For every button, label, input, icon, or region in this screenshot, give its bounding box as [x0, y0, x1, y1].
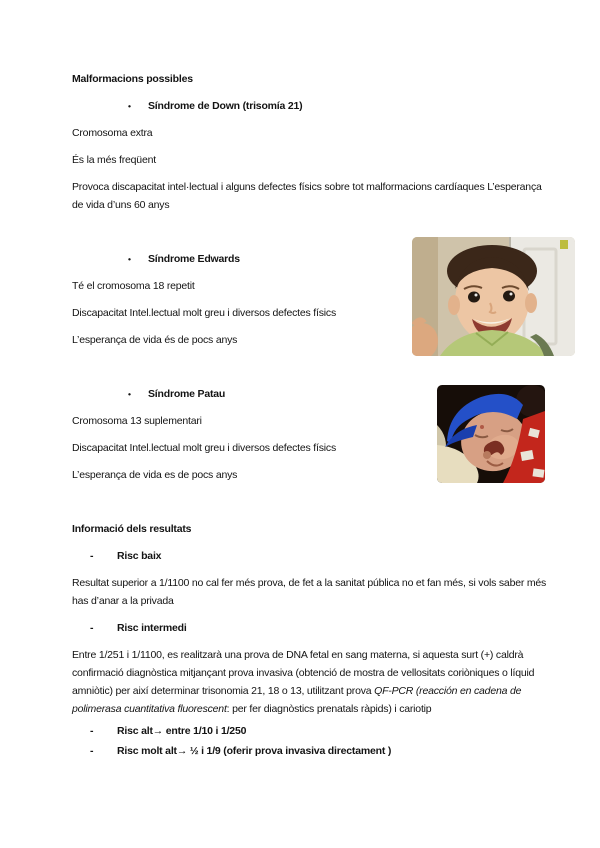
patau-baby-photo: [437, 385, 545, 483]
dash-label-risc-baix: Risc baix: [117, 550, 162, 562]
bullet-label-down: Síndrome de Down (trisomía 21): [148, 100, 303, 112]
paragraph-esperanca-edwards: L’esperança de vida és de pocs anys: [72, 334, 238, 346]
edwards-child-photo: [412, 237, 575, 356]
paragraph-discapacitat-edwards: Discapacitat Intel.lectual molt greu i diversos defectes físics: [72, 307, 337, 319]
paragraph-provoca: Provoca discapacitat intel·lectual i alguns defectes físics sobre tot malformacions cardíaques L’esperança de vida d’uns 60 anys: [72, 181, 542, 211]
paragraph-risc-baix-text: Resultat superior a 1/1100 no cal fer més prova, de fet a la sanitat pública no et fan més, si vols saber més has d’anar a la privada: [72, 577, 547, 607]
bullet-item-down: [72, 97, 548, 115]
dash-item-risc-baix: [72, 547, 548, 565]
patau-photo-illustration: [437, 385, 545, 483]
bullet-icon: •: [128, 254, 131, 264]
dash-icon: -: [90, 745, 94, 757]
paragraph-cromosoma-extra: Cromosoma extra: [72, 127, 153, 139]
heading-malformacions: Malformacions possibles: [72, 73, 193, 85]
dash-icon: -: [90, 622, 94, 634]
paragraph-mes-frequent: És la més freqüent: [72, 154, 156, 166]
bullet-label-patau: Síndrome Patau: [148, 388, 226, 400]
intermedi-text-post: : per fer diagnòstics prenatals ràpids) i cariotip: [226, 703, 432, 715]
paragraph-cromosoma-18: Té el cromosoma 18 repetit: [72, 280, 195, 292]
bullet-icon: •: [128, 389, 131, 399]
intermedi-text-italic: QF-PCR (reacción en cadena de polimerasa cuantitativa fluorescent: [72, 685, 522, 715]
dash-item-risc-alt: [72, 722, 548, 740]
paragraph-risc-intermedi-text: [72, 646, 548, 718]
dash-item-risc-intermedi: [72, 619, 548, 637]
paragraph-cromosoma-13: Cromosoma 13 suplementari: [72, 415, 202, 427]
bullet-icon: •: [128, 101, 131, 111]
heading-informacio-resultats: Informació dels resultats: [72, 523, 192, 535]
intermedi-text-pre: Entre 1/251 i 1/1100, es realitzarà una prova de DNA fetal en sang materna, si aquesta surt (+) caldrà confirmació diagnòstica mitjançant prova invasiva (obtenció de mostra de vellositats coriòniques o líquid amniòtic) per així determinar trisonomia 21, 18 o 13, utilitzant prova: [72, 649, 535, 697]
dash-label-risc-molt-alt: Risc molt alt→ ½ i 1/9 (oferir prova invasiva directament ): [117, 745, 392, 757]
dash-icon: -: [90, 550, 94, 562]
bullet-label-edwards: Síndrome Edwards: [148, 253, 240, 265]
dash-label-risc-intermedi: Risc intermedi: [117, 622, 187, 634]
paragraph-esperanca-patau: L’esperança de vida es de pocs anys: [72, 469, 238, 481]
dash-icon: -: [90, 725, 94, 737]
dash-label-risc-alt: Risc alt→ entre 1/10 i 1/250: [117, 725, 247, 737]
dash-item-risc-molt-alt: [72, 742, 548, 760]
edwards-photo-illustration: [412, 237, 575, 356]
paragraph-discapacitat-patau: Discapacitat Intel.lectual molt greu i diversos defectes físics: [72, 442, 337, 454]
